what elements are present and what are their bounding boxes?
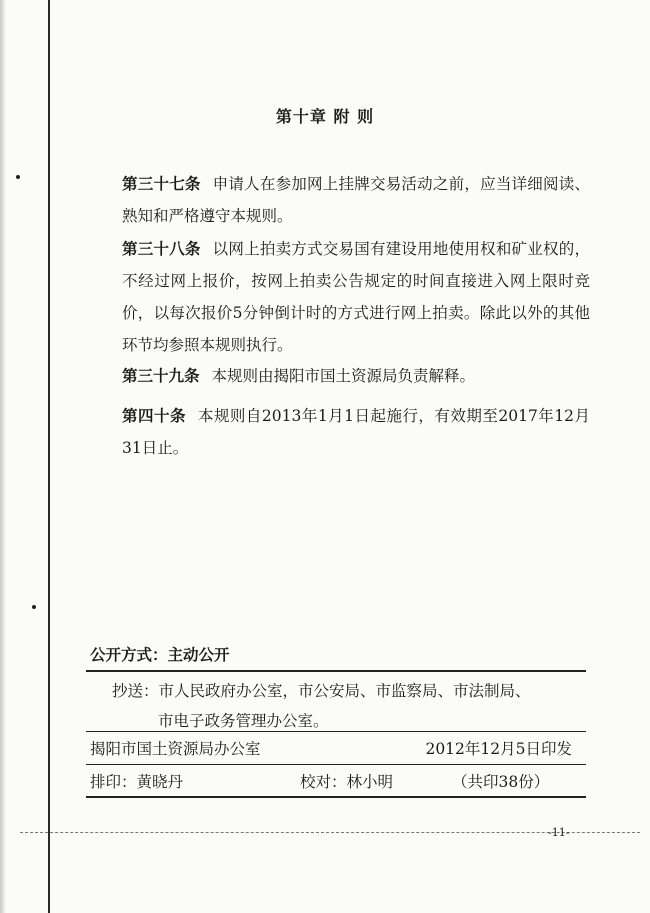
binding-line xyxy=(48,0,50,913)
article-38 xyxy=(90,233,590,361)
margin-dot xyxy=(16,175,20,179)
divider xyxy=(86,764,586,765)
margin-dot xyxy=(32,605,36,609)
issuer-row xyxy=(90,737,586,759)
cc-line-1: 市人民政府办公室，市公安局、市监察局、市法制局、 xyxy=(158,682,531,700)
issue-date: 2012年12月5日印发 xyxy=(425,740,572,758)
article-text: 申请人在参加网上挂牌交易活动之前，应当详细阅读、熟知和严格遵守本规则。 xyxy=(122,175,590,225)
cc-line-2: 市电子政务管理办公室。 xyxy=(158,712,329,730)
disclosure-method: 公开方式：主动公开 xyxy=(90,645,230,664)
article-text: 本规则由揭阳市国土资源局负责解释。 xyxy=(211,367,476,385)
article-label: 第三十七条 xyxy=(122,174,201,193)
proofreader: 校对：林小明 xyxy=(300,773,394,791)
chapter-title: 第十章 附 则 xyxy=(275,107,375,126)
divider xyxy=(86,670,586,672)
divider xyxy=(86,796,586,798)
article-39 xyxy=(90,360,590,392)
article-37 xyxy=(90,168,590,232)
article-40 xyxy=(90,400,590,464)
scan-edge xyxy=(0,0,6,913)
article-text: 以网上拍卖方式交易国有建设用地使用权和矿业权的，不经过网上报价，按网上拍卖公告规定的时间直接进入网上限时竞价，以每次报价5分钟倒计时的方式进行网上拍卖。除此以外的其他环节均参照本规则执行。 xyxy=(122,240,590,354)
dashed-line xyxy=(20,832,640,833)
page-number: -11- xyxy=(548,826,570,839)
article-label: 第三十九条 xyxy=(122,366,200,385)
copies: （共印38份） xyxy=(452,773,550,791)
article-text: 本规则自2013年1月1日起施行，有效期至2017年12月31日止。 xyxy=(122,407,590,457)
typist: 排印：黄晓丹 xyxy=(90,773,184,791)
article-label: 第三十八条 xyxy=(122,239,201,258)
article-label: 第四十条 xyxy=(122,406,186,425)
divider xyxy=(86,731,586,732)
cc-block xyxy=(112,676,582,736)
cc-label: 抄送： xyxy=(112,682,159,700)
issuer: 揭阳市国土资源局办公室 xyxy=(90,740,261,758)
